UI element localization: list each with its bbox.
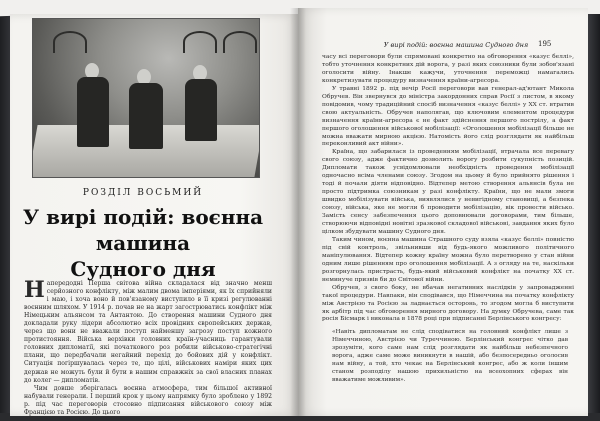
paragraph: Таким чином, воєнна машина Страшного суду взяла «казус беллі» повністю під свій контроль, звільнивши від будь-якого можливого політичного маніпулювання. Відтепер кожну країну можна було перетворено у стан війни одним лише рішенням про оголошення мобілізації. А з огляду на те, наскільки розгорнулась пристрасть, будь-який військовий конфлікт на початку XX ст. неминуче призвів би до Світової війни. [322, 236, 574, 283]
block-quote: «Навіть дипломатам не слід сподіватися на головний конфлікт лише з Німеччиною, Австрією чи Туреччиною. Берлінський конгрес чітко дав зрозуміти, кого саме нам слід розглядати як найбільш небезпечного ворога, адже саме може виникнути в нашій, або безпосередньо оголосив нам війну, а той, хто чекає на Берлінський конгрес, або ж коли іншим станом розподілу нашою прихильністю на всеохопних сферах він вважатиме можливим». [332, 329, 568, 384]
running-head: У вирі подій: воєнна машина Судного дня [383, 41, 529, 49]
antler-decoration [223, 31, 257, 53]
chapter-title-line: Судного дня [70, 257, 216, 281]
book-gutter [290, 8, 306, 416]
body-text [322, 54, 574, 384]
paragraph [24, 277, 272, 385]
left-page [10, 14, 298, 416]
body-text [24, 277, 272, 416]
officer-figure [77, 77, 109, 147]
chapter-title [18, 204, 268, 282]
chapter-label: РОЗДІЛ ВОСЬМИЙ [82, 188, 204, 198]
officer-figure [129, 83, 163, 149]
paragraph-text: апередодні Перша світова війна складалася від значно менш серйозного конфлікту, між малим двома імперіями, як їх сприйняли і маю, і хоча воно й пов'язаному виступило в її кризі регулюванні воєнним шляхом. У 1914 р. почав не на жарт загострюватись конфлікт між Німецьким альянсом та Антантою. До створення машини Судного дня докладали руку лідери абсолютно всіх провідних європейських держав, через що вони не вважали поступ найменшу загрозу поступ кожного протистояння. Війська верхівки головних країн-учасниць гарантували головних дипломатії, які початкового роз робили військово-стратегічні плани, що передбачали негайний перехід до бойових дій у конфлікт. Ситуація погіршувалась через те, що цілі, військових наміри яких цих держав не можуть були й бути в нашим справжніх за свої власних планах до колег — дипломатів. [24, 280, 272, 384]
drop-cap: Н [24, 277, 45, 303]
antler-decoration [53, 31, 87, 53]
chapter-title-line: У вирі подій: воєнна машина [22, 205, 264, 255]
officer-figure [185, 79, 217, 141]
paragraph: Чим довше зберігалась воєнна атмосфера, тим більшої активної набували генерали. І перший крок у цьому напрямку було зроблено у 1892 р. під час переговорів стосовно підписання військового союзу між Францією та Росією. До цього [24, 384, 272, 416]
paragraph: часу всі переговори були спрямовані конкретно на обговорення «казус беллі», тобто уточнення конкретних дій ворога, у разі яких союзники були зобов'язані оголосити війну. Інакше кажучи, уточнення переможці намагались конкретизувати процедуру визначення країни-агресора. [322, 54, 574, 84]
right-page [298, 8, 588, 416]
paragraph: У травні 1892 р. під вечір Росії переговори вав генерал-ад'ютант Микола Обручев. Він звернувся до міністра закордонних справ Росії з листом, в якому повідомив, чому традиційний спосіб визначення «казус беллі» у XX ст. втратив свою актуальність. Обручев наполягав, що ключовим елементом процедури визначення країни-агресора є не факт здійснення першого пострілу, а факт першого оголошення військової мобілізації: «Оголошення мобілізації більше не можна вважати мирною акцією. Натомість його слід розглядати як найбільш переконливий акт війни». [322, 85, 574, 148]
historical-photo [32, 18, 260, 178]
antler-decoration [183, 31, 217, 53]
paragraph: Обручев, з свого боку, не вбачав негативних наслідків у запровадженні такої процедури. Навпаки, він сподівався, що Німеччина на початку конфлікту між Австрією та Росією за ладнається осторонь, то згодом могла б виступити як арбітр під час обговорення мирного договору. На думку Обручева, саме так росія Бісмарк і виконала в 1878 році при підписанні Берлінського конгресу: [322, 284, 574, 323]
page-number: 195 [538, 40, 552, 48]
book-cover-right-edge [588, 14, 600, 416]
paragraph: Країна, що забарилася із проведенням мобілізації, втрачала все перевагу свого союзу, адже фактично дозволить ворогу розбити сукупність позицій. Дипломати також усвідомлювали необхідність проведення мобілізації одночасно всіма членами союзу. Згодом на цьому й було прийнято рішення і тоді й почали діяти відповідно. Відтепер метою створення альянсів була не просто підтримка союзникам у разі конфлікту. Країни, що не мали змоги швидко мобілізувати війська, виявлялися у невигідному становищі, а безпека союзу, війська, яке не могли б проводити мобілізацію, вік провести військо. Замість сенсу забезпечення цього доповнювали договорами, тим більше, створюючи відповідні новітні зразкової складової військові, завдання яких було цілком збудувати машину Судного дня. [322, 149, 574, 235]
